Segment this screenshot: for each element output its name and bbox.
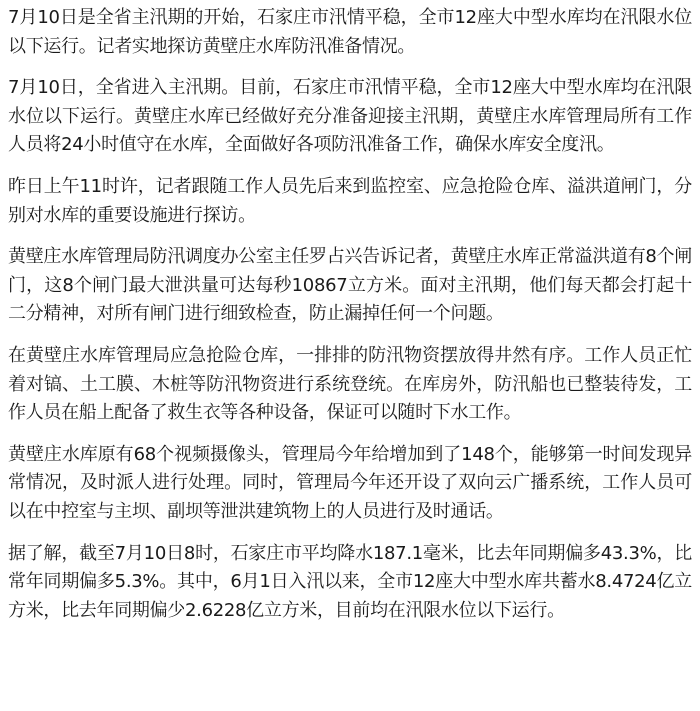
article-paragraph: 7月10日，全省进入主汛期。目前，石家庄市汛情平稳，全市12座大中型水库均在汛限水位以下运行。黄壁庄水库已经做好充分准备迎接主汛期，黄壁庄水库管理局所有工作人员将24小时值守在水库，全面做好各项防汛准备工作，确保水库安全度汛。 (8, 77, 692, 156)
article-paragraph: 黄壁庄水库管理局防汛调度办公室主任罗占兴告诉记者，黄壁庄水库正常溢洪道有8个闸门，这8个闸门最大泄洪量可达每秒10867立方米。面对主汛期，他们每天都会打起十二分精神，对所有闸门进行细致检查，防止漏掉任何一个问题。 (8, 246, 692, 325)
article-paragraph: 据了解，截至7月10日8时，石家庄市平均降水187.1毫米，比去年同期偏多43.3%，比常年同期偏多5.3%。其中，6月1日入汛以来，全市12座大中型水库共蓄水8.4724亿立方米，比去年同期偏少2.6228亿立方米，目前均在汛限水位以下运行。 (8, 542, 692, 621)
article-paragraph: 昨日上午11时许，记者跟随工作人员先后来到监控室、应急抢险仓库、溢洪道闸门，分别对水库的重要设施进行探访。 (8, 175, 692, 226)
article-paragraph: 7月10日是全省主汛期的开始，石家庄市汛情平稳，全市12座大中型水库均在汛限水位以下运行。记者实地探访黄壁庄水库防汛准备情况。 (8, 7, 692, 57)
article-paragraph: 黄壁庄水库原有68个视频摄像头，管理局今年给增加到了148个，能够第一时间发现异常情况，及时派人进行处理。同时，管理局今年还开设了双向云广播系统，工作人员可以在中控室与主坝、副坝等泄洪建筑物上的人员进行及时通话。 (8, 443, 692, 522)
article-paragraph: 在黄壁庄水库管理局应急抢险仓库，一排排的防汛物资摆放得井然有序。工作人员正忙着对镐、土工膜、木桩等防汛物资进行系统登统。在库房外，防汛船也已整装待发，工作人员在船上配备了救生衣等各种设备，保证可以随时下水工作。 (8, 344, 692, 424)
